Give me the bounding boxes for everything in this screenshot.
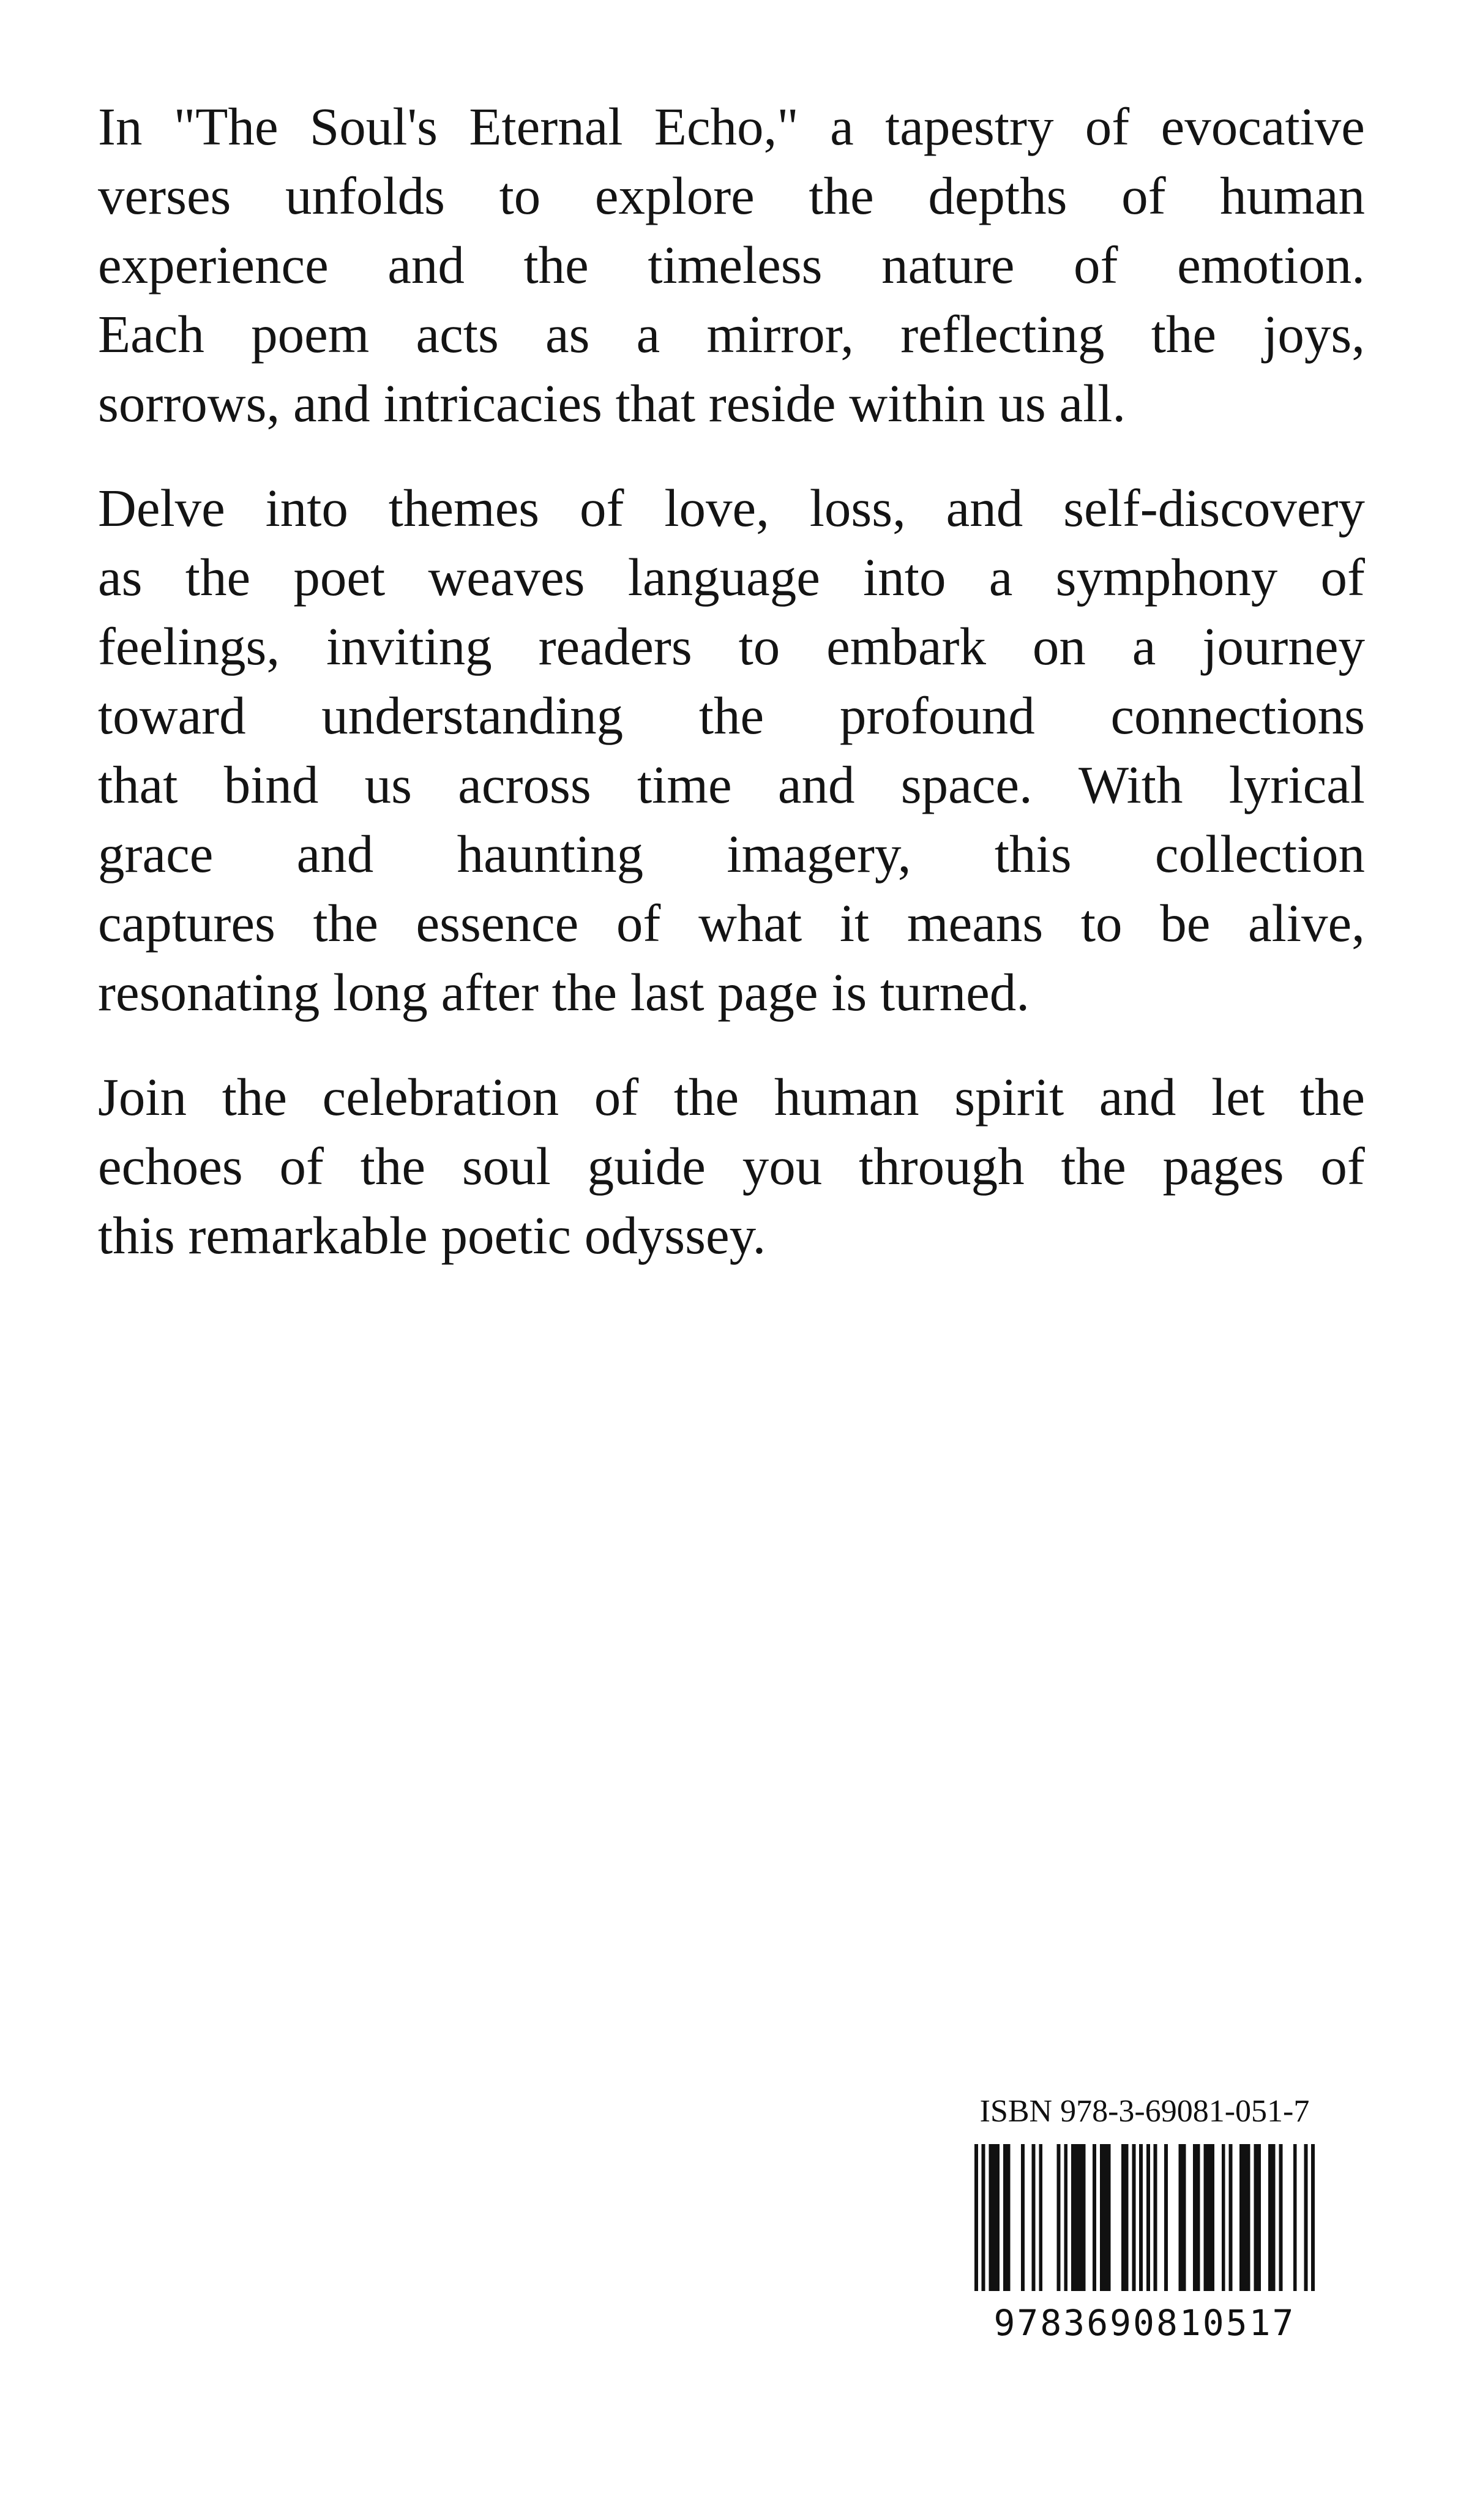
barcode-bar bbox=[1293, 2144, 1297, 2291]
isbn-digits: 9783690810517 bbox=[993, 2302, 1296, 2344]
text-line: this remarkable poetic odyssey. bbox=[98, 1206, 766, 1265]
barcode-bar bbox=[1222, 2144, 1225, 2291]
barcode-bar bbox=[1146, 2144, 1150, 2291]
barcode-bar bbox=[1093, 2144, 1096, 2291]
text-line: that bind us across time and space. With lyrical bbox=[98, 755, 1365, 814]
barcode-bar bbox=[1179, 2144, 1186, 2291]
text-line: Delve into themes of love, loss, and self-discovery bbox=[98, 478, 1365, 538]
barcode-bar bbox=[1164, 2144, 1168, 2291]
isbn-block bbox=[967, 2094, 1322, 2342]
text-line: Each poem acts as a mirror, reflecting the joys, bbox=[98, 304, 1365, 364]
barcode-bar bbox=[1039, 2144, 1042, 2291]
barcode-bar bbox=[974, 2144, 978, 2291]
barcode-bar bbox=[1268, 2144, 1276, 2291]
paragraph bbox=[98, 92, 1365, 438]
text-line: verses unfolds to explore the depths of human bbox=[98, 166, 1365, 225]
barcode-bar bbox=[1304, 2144, 1307, 2291]
barcode-bar bbox=[1121, 2144, 1129, 2291]
barcode-bar bbox=[1193, 2144, 1200, 2291]
barcode-bar bbox=[1311, 2144, 1315, 2291]
text-line: toward understanding the profound connections bbox=[98, 686, 1365, 745]
text-line: grace and haunting imagery, this collection bbox=[98, 824, 1365, 883]
paragraph bbox=[98, 1062, 1365, 1270]
barcode-bar bbox=[1003, 2144, 1011, 2291]
barcode-bar bbox=[1057, 2144, 1061, 2291]
text-line: In "The Soul's Eternal Echo," a tapestry of evocative bbox=[98, 97, 1365, 156]
text-line: sorrows, and intricacies that reside within us all. bbox=[98, 373, 1126, 433]
barcode-bar bbox=[1032, 2144, 1036, 2291]
barcode-bar bbox=[1021, 2144, 1025, 2291]
ean13-barcode bbox=[974, 2144, 1315, 2291]
isbn-label: ISBN 978-3-69081-051-7 bbox=[979, 2094, 1310, 2129]
barcode-bar bbox=[1279, 2144, 1282, 2291]
text-line: echoes of the soul guide you through the pages of bbox=[98, 1136, 1365, 1196]
text-line: captures the essence of what it means to be alive, bbox=[98, 893, 1365, 953]
barcode-bar bbox=[982, 2144, 985, 2291]
barcode-bar bbox=[1139, 2144, 1143, 2291]
blurb-text-block bbox=[98, 92, 1365, 1305]
text-line: experience and the timeless nature of emotion. bbox=[98, 235, 1365, 294]
barcode-bar bbox=[1100, 2144, 1111, 2291]
text-line: as the poet weaves language into a symphony of bbox=[98, 547, 1365, 607]
barcode-bar bbox=[1229, 2144, 1233, 2291]
barcode-bar bbox=[1154, 2144, 1157, 2291]
barcode-bar bbox=[1071, 2144, 1085, 2291]
text-line: feelings, inviting readers to embark on a journey bbox=[98, 617, 1365, 676]
barcode-bar bbox=[1204, 2144, 1215, 2291]
text-line: resonating long after the last page is turned. bbox=[98, 962, 1030, 1022]
paragraph bbox=[98, 473, 1365, 1027]
barcode-bar bbox=[1254, 2144, 1262, 2291]
text-line: Join the celebration of the human spirit and let the bbox=[98, 1067, 1365, 1127]
barcode-bar bbox=[1132, 2144, 1136, 2291]
barcode-bar bbox=[989, 2144, 1000, 2291]
barcode-bar bbox=[1239, 2144, 1250, 2291]
barcode-bar bbox=[1064, 2144, 1067, 2291]
